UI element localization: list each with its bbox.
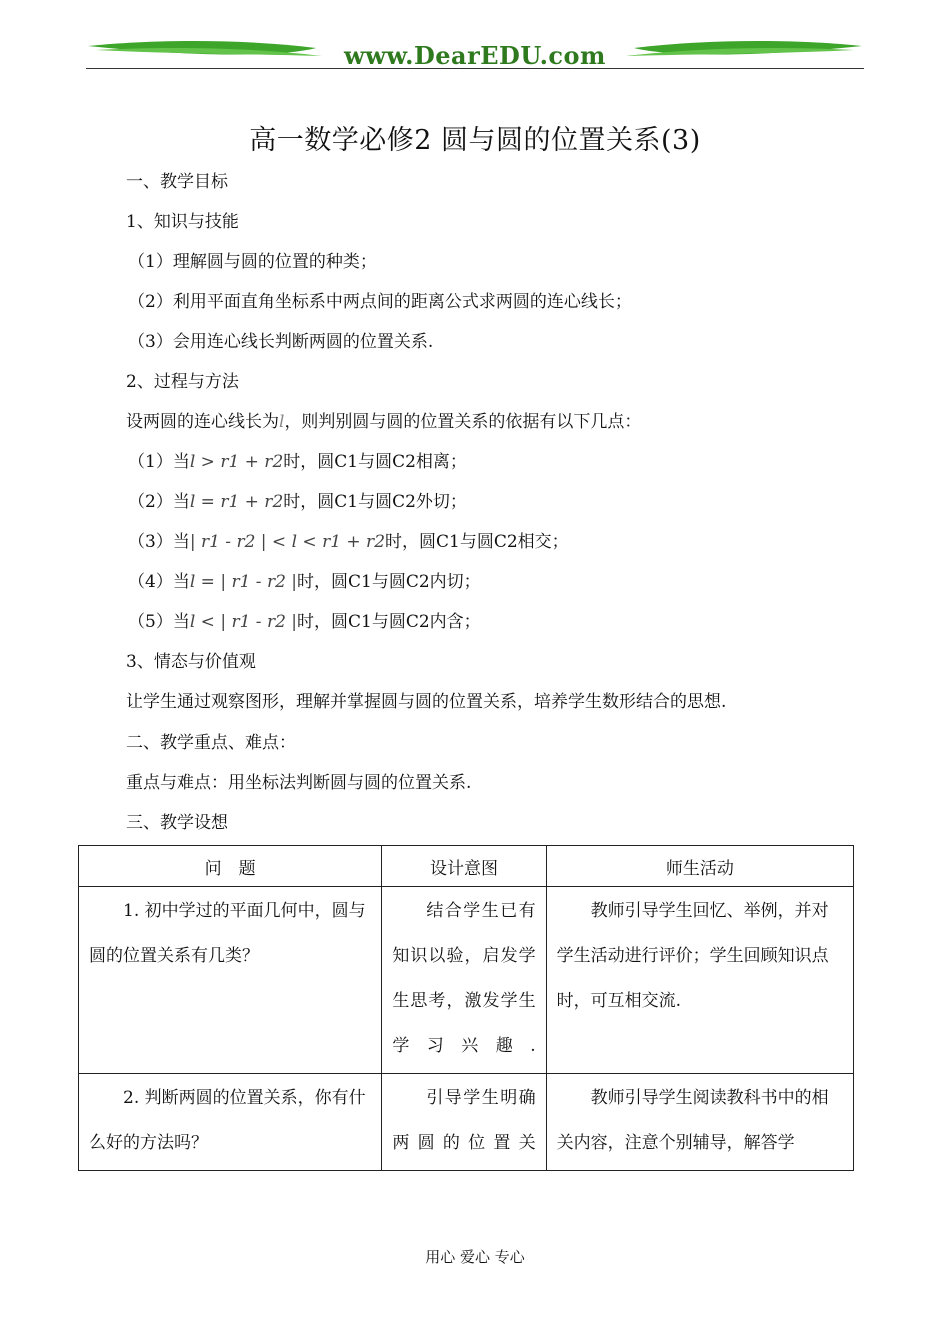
table-header-row: [79, 846, 854, 887]
table-cell-activity: [546, 1074, 853, 1171]
page-footer: 用心 爱心 专心: [425, 1248, 525, 1266]
site-name: www.DearEDU.com: [344, 41, 606, 70]
case-suffix: 时，圆C1与圆C2内含；: [297, 612, 481, 632]
column-header-activity: 师生活动: [546, 846, 853, 887]
question-text: 1. 初中学过的平面几何中，圆与圆的位置关系有几类？: [89, 901, 366, 966]
table-cell-intent: [382, 887, 546, 1074]
question-text: 2. 判断两圆的位置关系，你有什么好的方法吗？: [89, 1088, 366, 1153]
table-row: [79, 887, 854, 1074]
column-header-question: 问 题: [79, 846, 382, 887]
case-condition: l > r1 + r2: [189, 452, 284, 472]
case-suffix: 时，圆C1与圆C2内切；: [297, 572, 481, 592]
variable-l: l: [279, 412, 285, 432]
case-condition: | r1 - r2 | < l < r1 + r2: [189, 532, 386, 552]
subsection-knowledge-skills: 1、知识与技能: [126, 212, 239, 232]
case-suffix: 时，圆C1与圆C2外切；: [283, 492, 467, 512]
process-intro-part-b: ，则判别圆与圆的位置关系的依据有以下几点：: [284, 412, 642, 432]
intent-text: 结合学生已有知识以验，启发学生思考，激发学生学习兴趣.: [392, 901, 536, 1056]
case-suffix: 时，圆C1与圆C2相交；: [385, 532, 569, 552]
case-suffix: 时，圆C1与圆C2相离；: [283, 452, 467, 472]
table-row: [79, 1074, 854, 1171]
subsection-values: 3、情态与价值观: [126, 652, 256, 672]
activity-text: 教师引导学生阅读教科书中的相关内容，注意个别辅导，解答学: [556, 1088, 829, 1153]
objective-item-2: （2）利用平面直角坐标系中两点间的距离公式求两圆的连心线长；: [128, 292, 632, 312]
case-prefix: （4）当: [128, 572, 190, 592]
case-item-5: [128, 610, 481, 634]
column-header-intent: 设计意图: [382, 846, 546, 887]
section-heading-key-points: 二、教学重点、难点：: [126, 733, 296, 753]
table-cell-intent: [382, 1074, 546, 1171]
header-rule: [86, 68, 864, 69]
case-prefix: （3）当: [128, 532, 190, 552]
intent-text: 引导学生明确两圆的位置关: [392, 1088, 536, 1153]
case-prefix: （5）当: [128, 612, 190, 632]
case-item-2: [128, 490, 467, 514]
table-cell-question: [79, 1074, 382, 1171]
case-prefix: （1）当: [128, 452, 190, 472]
section-heading-teaching-design: 三、教学设想: [126, 813, 228, 833]
case-item-4: [128, 570, 481, 594]
case-condition: l < | r1 - r2 |: [189, 612, 298, 632]
process-intro: [126, 410, 641, 434]
section-heading-objectives: 一、教学目标: [126, 172, 228, 192]
table-cell-activity: [546, 887, 853, 1074]
case-item-1: [128, 450, 467, 474]
case-condition: l = | r1 - r2 |: [189, 572, 298, 592]
case-prefix: （2）当: [128, 492, 190, 512]
case-condition: l = r1 + r2: [189, 492, 284, 512]
teaching-design-table: [78, 845, 854, 1171]
values-text: 让学生通过观察图形，理解并掌握圆与圆的位置关系，培养学生数形结合的思想.: [126, 692, 727, 712]
process-intro-part-a: 设两圆的连心线长为: [126, 412, 279, 432]
activity-text: 教师引导学生回忆、举例，并对学生活动进行评价；学生回顾知识点时，可互相交流.: [556, 901, 829, 1011]
table-cell-question: [79, 887, 382, 1074]
case-item-3: [128, 530, 569, 554]
header-banner: [86, 30, 864, 72]
objective-item-3: （3）会用连心线长判断两圆的位置关系.: [128, 332, 434, 352]
subsection-process-method: 2、过程与方法: [126, 372, 239, 392]
objective-item-1: （1）理解圆与圆的位置的种类；: [128, 252, 377, 272]
key-points-text: 重点与难点：用坐标法判断圆与圆的位置关系.: [126, 773, 472, 793]
page-title: 高一数学必修2 圆与圆的位置关系(3): [249, 125, 701, 156]
